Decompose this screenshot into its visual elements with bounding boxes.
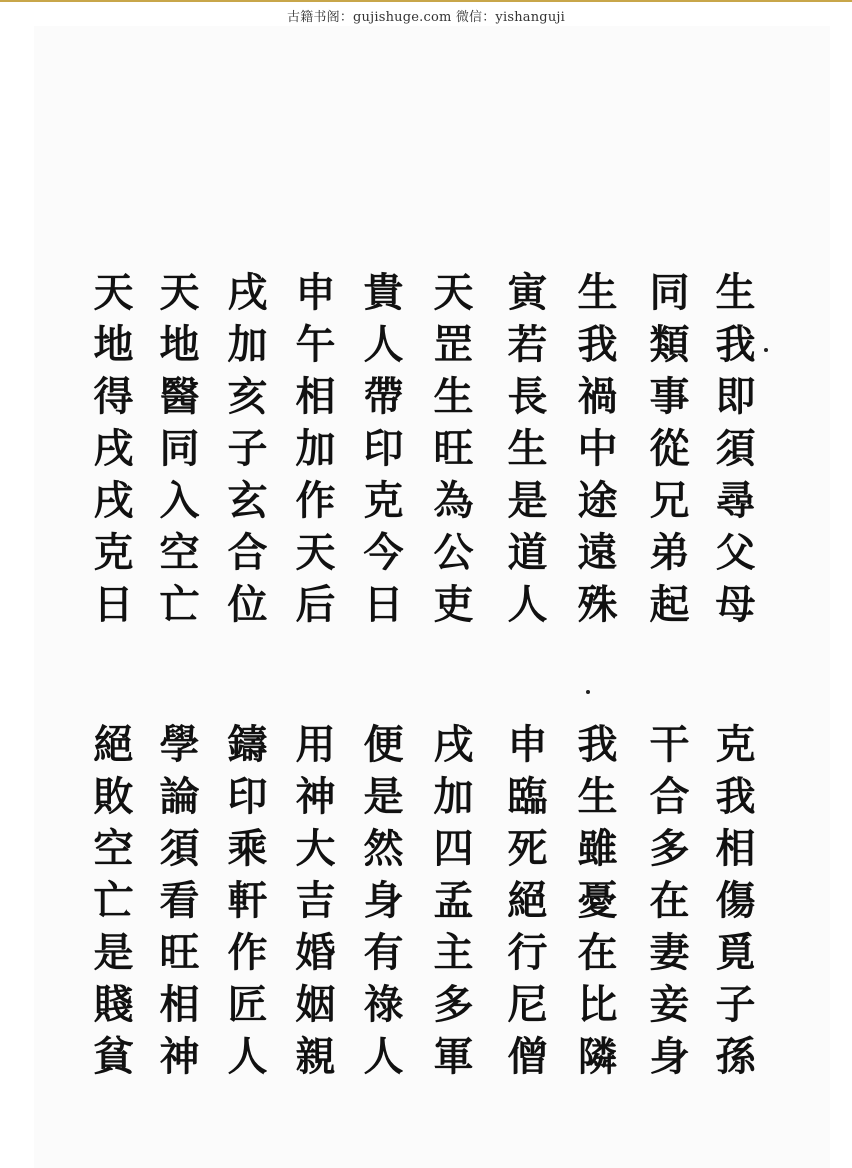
lower-column-8: 鑄印乘軒作匠人 (221, 723, 268, 1087)
watermark-text: 古籍书阁：gujishuge.com 微信：yishanguji (287, 10, 565, 25)
lower-column-1: 克我相傷覓子孫 (709, 723, 756, 1087)
lower-column-5: 戌加四孟主多軍 (427, 723, 474, 1087)
upper-column-8: 戌加亥子玄合位 (221, 271, 268, 635)
lower-column-7: 用神大吉婚姻親 (289, 723, 336, 1087)
scanned-page (34, 26, 830, 1168)
top-bar (0, 0, 852, 26)
upper-column-5: 天罡生旺為公吏 (427, 271, 474, 635)
lower-column-10: 絕敗空亡是賤貧 (87, 723, 134, 1087)
upper-column-4: 寅若長生是道人 (501, 271, 548, 635)
upper-column-2: 同類事從兄弟起 (643, 271, 690, 635)
lower-column-4: 申臨死絕行尼僧 (501, 723, 548, 1087)
upper-column-3: 生我禍中途遠殊 (571, 271, 618, 635)
ink-dot (586, 690, 590, 694)
lower-column-2: 干合多在妻妾身 (643, 723, 690, 1087)
lower-column-3: 我生雖憂在比隣 (571, 723, 618, 1087)
upper-column-10: 天地得戌戌克日 (87, 271, 134, 635)
lower-column-9: 學論須看旺相神 (153, 723, 200, 1087)
lower-column-6: 便是然身有祿人 (357, 723, 404, 1087)
upper-column-6: 貴人帶印克今日 (357, 271, 404, 635)
upper-column-9: 天地醫同入空亡 (153, 271, 200, 635)
upper-column-7: 申午相加作天后 (289, 271, 336, 635)
ink-dot (764, 348, 768, 352)
upper-column-1: 生我即須尋父母 (709, 271, 756, 635)
